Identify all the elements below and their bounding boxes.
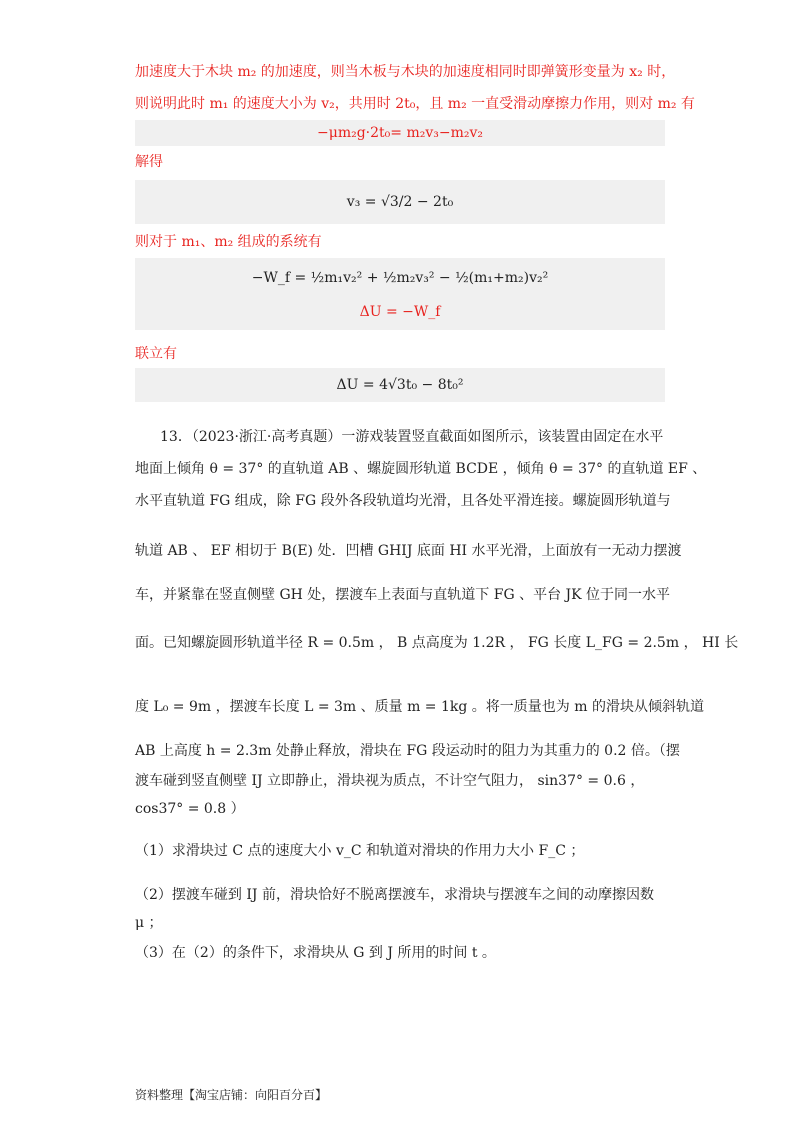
solve-label: 解得 — [135, 154, 163, 170]
question-line-2: 地面上倾角 θ = 37° 的直轨道 AB 、螺旋圆形轨道 BCDE ，倾角 θ = 37° 的直轨道 EF 、 — [135, 461, 707, 477]
question-part-3: （3）在（2）的条件下，求滑块从 G 到 J 所用的时间 t 。 — [135, 945, 496, 961]
question-part-2-line-1: （2）摆渡车碰到 IJ 前，滑块恰好不脱离摆渡车，求滑块与摆渡车之间的动摩擦因数 — [135, 887, 654, 903]
equation-box-2 — [135, 180, 665, 224]
solution-line-2: 则说明此时 m₁ 的速度大小为 v₂，共用时 2t₀，且 m₂ 一直受滑动摩擦力作用，则对 m₂ 有 — [135, 96, 695, 112]
combine-label: 联立有 — [135, 346, 177, 362]
equation-v3: v₃ = √3/2 − 2t₀ — [346, 194, 454, 210]
question-part-1: （1）求滑块过 C 点的速度大小 v_C 和轨道对滑块的作用力大小 F_C ； — [135, 843, 585, 859]
equation-box-4 — [135, 368, 665, 402]
question-line-10: cos37° = 0.8 ） — [135, 801, 245, 817]
question-line-1: 13．（2023·浙江·高考真题）一游戏装置竖直截面如图所示，该装置由固定在水平 — [160, 429, 664, 445]
footer-source: 资料整理【淘宝店铺：向阳百分百】 — [135, 1088, 328, 1102]
equation-result: ΔU = 4√3t₀ − 8t₀² — [336, 377, 464, 393]
question-part-2-line-2: μ ； — [135, 915, 163, 931]
question-line-7: 度 L₀ = 9m ，摆渡车长度 L = 3m 、质量 m = 1kg 。将一质量也为 m 的滑块从倾斜轨道 — [135, 699, 704, 715]
equation-momentum: −μm₂g·2t₀= m₂v₃−m₂v₂ — [316, 125, 483, 141]
question-line-3: 水平直轨道 FG 组成，除 FG 段外各段轨道均光滑，且各处平滑连接。螺旋圆形轨道与 — [135, 493, 671, 509]
question-line-6: 面。已知螺旋圆形轨道半径 R = 0.5m ， B 点高度为 1.2R ， FG 长度 L_FG = 2.5m ， HI 长 — [135, 635, 739, 651]
system-label: 则对于 m₁、m₂ 组成的系统有 — [135, 234, 322, 250]
equation-box-1 — [135, 120, 665, 146]
equation-box-3 — [135, 258, 665, 330]
equation-work-energy: −W_f = ½m₁v₂² + ½m₂v₃² − ½(m₁+m₂)v₂² — [251, 270, 549, 286]
question-line-5: 车，并紧靠在竖直侧壁 GH 处，摆渡车上表面与直轨道下 FG 、平台 JK 位于同一水平 — [135, 587, 671, 603]
solution-line-1: 加速度大于木块 m₂ 的加速度，则当木板与木块的加速度相同时即弹簧形变量为 x₂ 时， — [135, 64, 676, 80]
equation-delta-u: ΔU = −W_f — [359, 304, 441, 320]
question-line-4: 轨道 AB 、 EF 相切于 B(E) 处．凹槽 GHIJ 底面 HI 水平光滑，上面放有一无动力摆渡 — [135, 543, 682, 559]
question-line-8: AB 上高度 h = 2.3m 处静止释放，滑块在 FG 段运动时的阻力为其重力的 0.2 倍。（摆 — [135, 743, 680, 759]
question-line-9: 渡车碰到竖直侧壁 IJ 立即静止，滑块视为质点，不计空气阻力， sin37° = 0.6 ， — [135, 773, 645, 789]
